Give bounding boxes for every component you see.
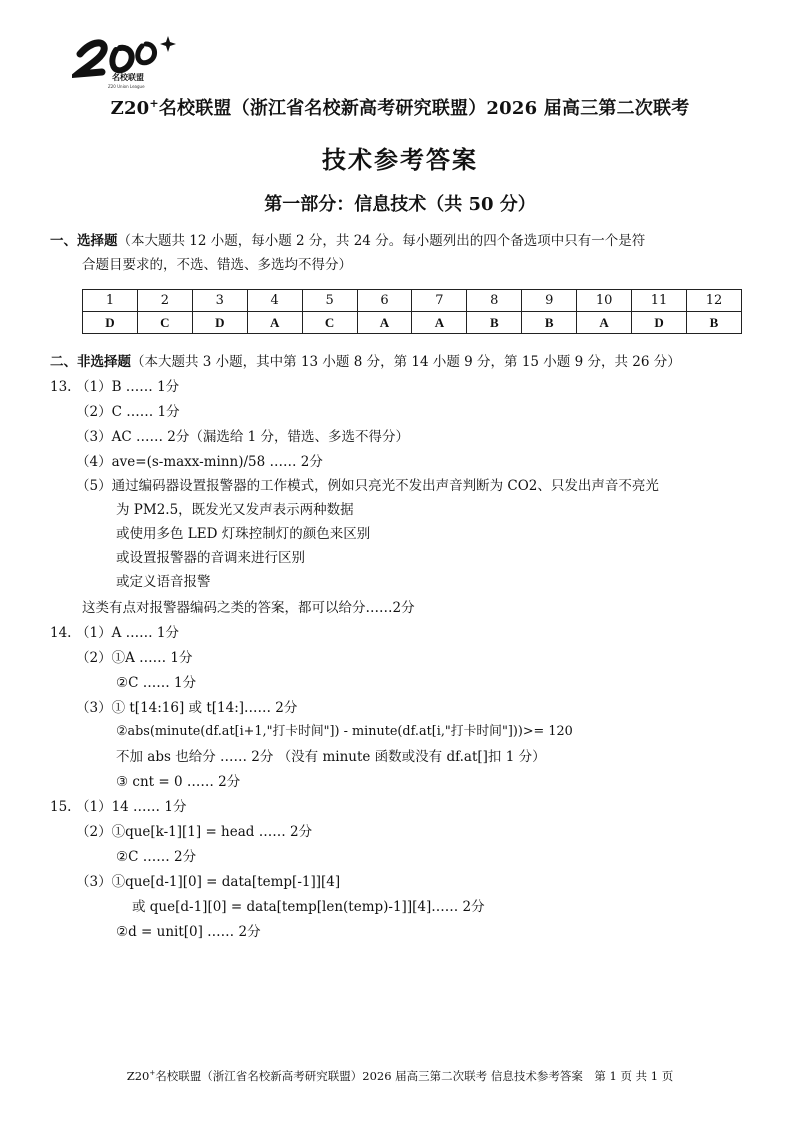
q15-part3-line3: ②d = unit[0] …… 2分 [116,924,261,940]
q14-part3-line3: 不加 abs 也给分 …… 2分 （没有 minute 函数或没有 df.at[]扣 1 分） [116,749,546,765]
q13-part2: （2）C …… 1分 [76,404,180,420]
table-cell: A [357,312,412,334]
q13-part5-line3: 或使用多色 LED 灯珠控制灯的颜色来区别 [116,526,371,542]
table-cell: 1 [83,290,138,312]
q15-part2-line2: ②C …… 2分 [116,849,197,865]
header-prefix: Z20 [110,98,150,119]
q13-part3: （3）AC …… 2分（漏选给 1 分，错选、多选不得分） [76,429,410,445]
table-cell: B [467,312,522,334]
table-cell: D [192,312,247,334]
section2-desc: （本大题共 3 小题，其中第 13 小题 8 分，第 14 小题 9 分，第 15 小题 9 分，共 26 分） [131,354,681,370]
table-cell: A [577,312,632,334]
q15-label: 15. [50,799,72,815]
table-cell: 5 [302,290,357,312]
document-title: 技术参考答案 [322,145,478,174]
table-cell: B [686,312,741,334]
q13-label: 13. [50,379,72,395]
table-cell: A [247,312,302,334]
header-sup: + [149,97,159,110]
q13-part4: （4）ave=(s-maxx-minn)/58 …… 2分 [76,454,323,470]
table-cell: 8 [467,290,522,312]
q13-part5-line1: （5）通过编码器设置报警器的工作模式，例如只亮光不发出声音判断为 CO2、只发出声音不亮光 [76,478,659,494]
q14-part2-line2: ②C …… 1分 [116,675,197,691]
q14-part1: （1）A …… 1分 [76,625,180,641]
table-cell: 6 [357,290,412,312]
table-cell: 2 [137,290,192,312]
q14-part2-line1: （2）①A …… 1分 [76,650,193,666]
q15-part3-line1: （3）①que[d-1][0] = data[temp[-1]][4] [76,874,341,890]
q13-part5-line2: 为 PM2.5，既发光又发声表示两种数据 [116,502,354,518]
table-cell: A [412,312,467,334]
section1-heading: 一、选择题 [50,233,118,249]
logo-text: 名校联盟 [112,73,144,82]
logo-subtext: Z20 Union League [108,84,145,89]
table-cell: B [522,312,577,334]
q13-part5-line5: 或定义语音报警 [116,574,211,590]
table-cell: C [302,312,357,334]
table-cell: D [632,312,687,334]
table-cell: 3 [192,290,247,312]
q15-part2-line1: （2）①que[k-1][1] = head …… 2分 [76,824,313,840]
table-cell: D [83,312,138,334]
q15-part1: （1）14 …… 1分 [76,799,187,815]
answer-row [83,312,742,334]
q13-scoring-note: 这类有点对报警器编码之类的答案，都可以给分……2分 [82,600,415,616]
footer-prefix: Z20 [126,1069,150,1083]
q13-part5-line4: 或设置报警器的音调来进行区别 [116,550,305,566]
exam-header-title [0,94,800,120]
q14-label: 14. [50,625,72,641]
footer-rest: 名校联盟（浙江省名校新高考研究联盟）2026 届高三第二次联考 信息技术参考答案 第 1 页 共 1 页 [155,1069,674,1083]
section1-header [50,231,645,251]
section1-desc-line2: 合题目要求的，不选、错选、多选均不得分） [82,257,352,273]
table-cell: 10 [577,290,632,312]
table-cell: C [137,312,192,334]
q15-part3-line2: 或 que[d-1][0] = data[temp[len(temp)-1]][4]…… 2分 [132,899,485,915]
table-cell: 9 [522,290,577,312]
league-logo [72,32,182,94]
table-cell: 12 [686,290,741,312]
table-cell: 4 [247,290,302,312]
header-rest: 名校联盟（浙江省名校新高考研究联盟）2026 届高三第二次联考 [158,98,690,119]
section2-header [50,352,681,372]
footer-sup: + [149,1069,156,1078]
page-footer [0,1068,800,1084]
table-cell: 7 [412,290,467,312]
section2-heading: 二、非选择题 [50,354,131,370]
table-cell: 11 [632,290,687,312]
q14-part3-line2: ②abs(minute(df.at[i+1,"打卡时间"]) - minute(df.at[i,"打卡时间"]))>= 120 [116,724,573,739]
q14-part3-line4: ③ cnt = 0 …… 2分 [116,774,241,790]
choice-answer-table [82,289,742,334]
q14-part3-line1: （3）① t[14:16] 或 t[14:]…… 2分 [76,700,298,716]
part-title: 第一部分：信息技术（共 50 分） [264,194,536,215]
section1-desc-line1: （本大题共 12 小题，每小题 2 分，共 24 分。每小题列出的四个备选项中只有一个是符 [117,233,646,249]
question-number-row [83,290,742,312]
q13-part1: （1）B …… 1分 [76,379,180,395]
